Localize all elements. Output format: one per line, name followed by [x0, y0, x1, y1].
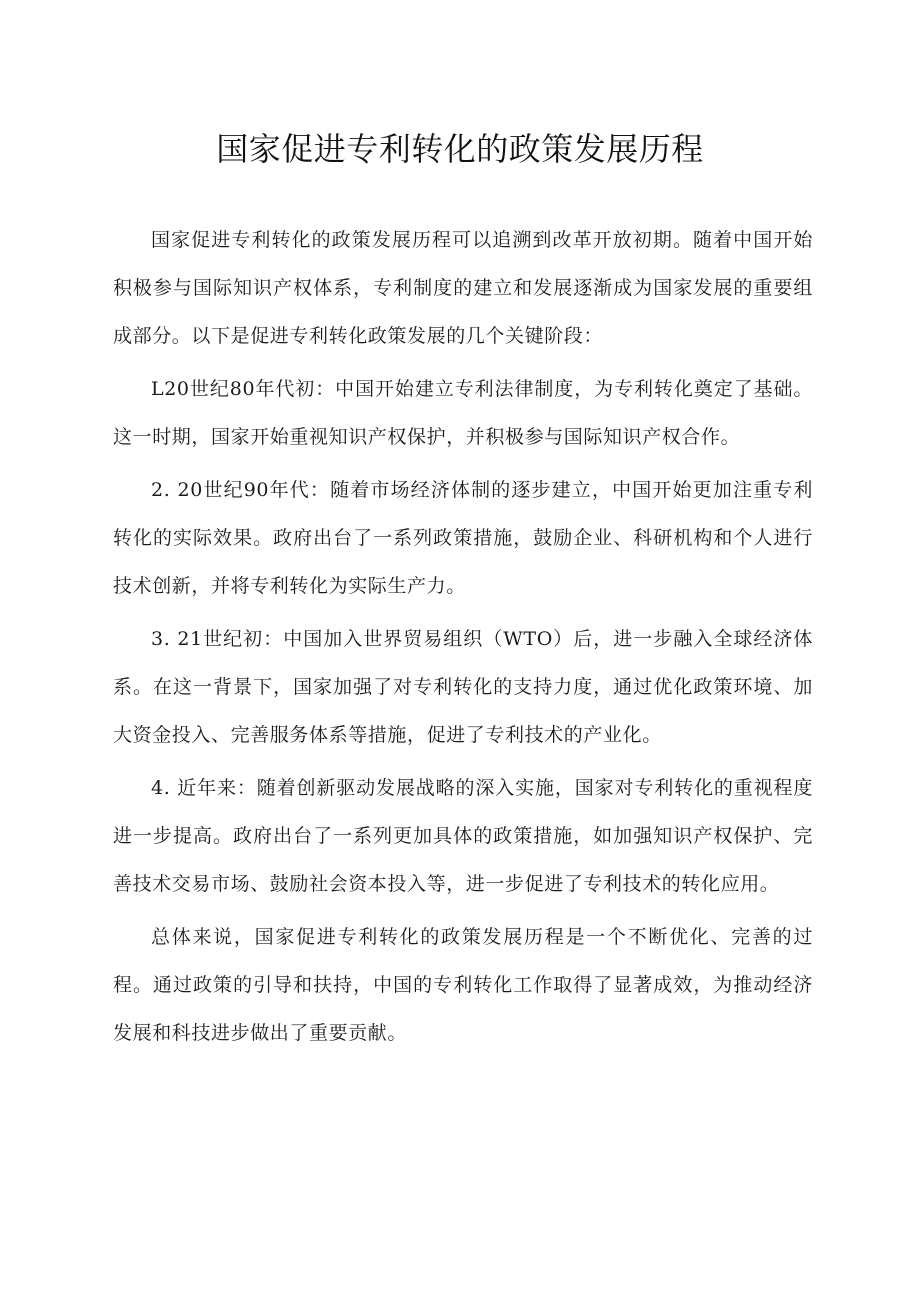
paragraph-intro: 国家促进专利转化的政策发展历程可以追溯到改革开放初期。随着中国开始积极参与国际知识产权体系，专利制度的建立和发展逐渐成为国家发展的重要组成部分。以下是促进专利转化政策发展的几个关键阶段：: [113, 229, 813, 347]
document-body: [113, 216, 813, 1062]
paragraph-stage-4: 4. 近年来：随着创新驱动发展战略的深入实施，国家对专利转化的重视程度进一步提高。政府出台了一系列更加具体的政策措施，如加强知识产权保护、完善技术交易市场、鼓励社会资本投入等，进一步促进了专利技术的转化应用。: [113, 777, 813, 895]
paragraph-stage-1: L20世纪80年代初：中国开始建立专利法律制度，为专利转化奠定了基础。这一时期，国家开始重视知识产权保护，并积极参与国际知识产权合作。: [113, 378, 813, 448]
paragraph-stage-2: 2. 20世纪90年代：随着市场经济体制的逐步建立，中国开始更加注重专利转化的实际效果。政府出台了一系列政策措施，鼓励企业、科研机构和个人进行技术创新，并将专利转化为实际生产力。: [113, 479, 813, 597]
document-title: 国家促进专利转化的政策发展历程: [216, 130, 704, 168]
paragraph-conclusion: 总体来说，国家促进专利转化的政策发展历程是一个不断优化、完善的过程。通过政策的引导和扶持，中国的专利转化工作取得了显著成效，为推动经济发展和科技进步做出了重要贡献。: [113, 926, 813, 1044]
paragraph-stage-3: 3. 21世纪初：中国加入世界贸易组织（WTO）后，进一步融入全球经济体系。在这一背景下，国家加强了对专利转化的支持力度，通过优化政策环境、加大资金投入、完善服务体系等措施，促进了专利技术的产业化。: [113, 628, 813, 746]
